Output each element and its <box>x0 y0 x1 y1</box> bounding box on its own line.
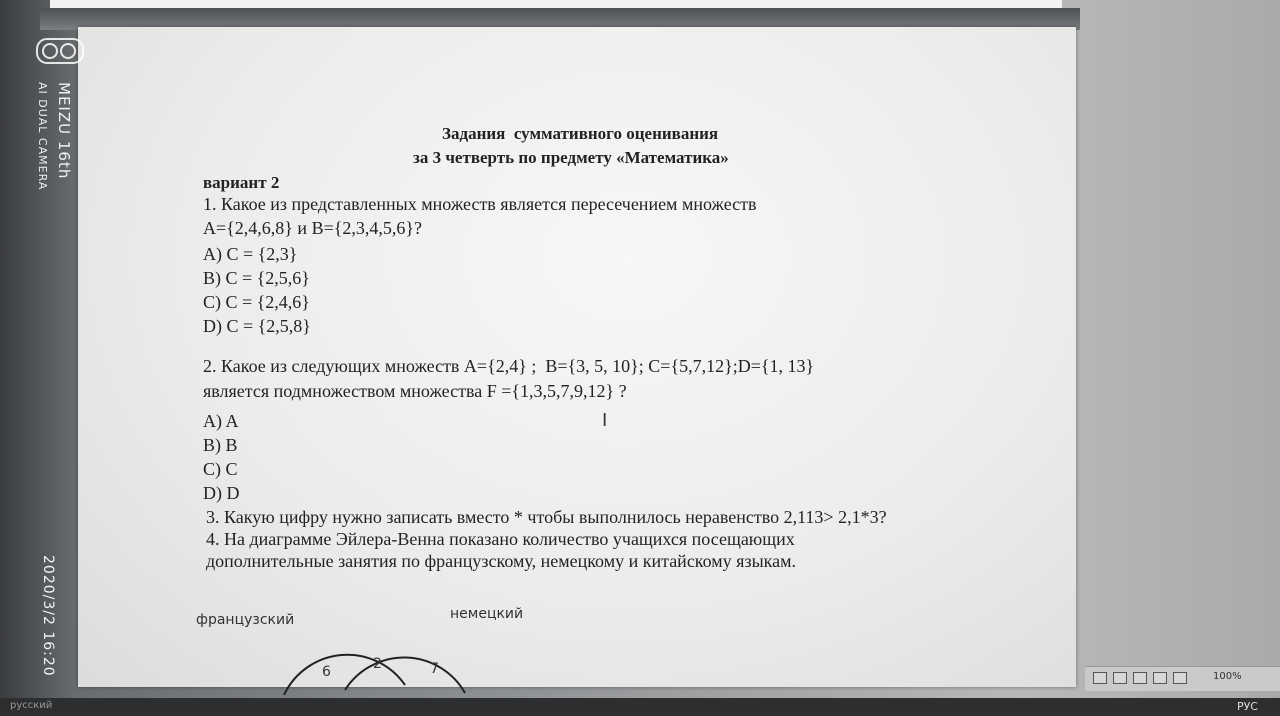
venn-diagram <box>270 615 470 695</box>
taskbar-language-label: русский <box>10 700 53 711</box>
watermark-datetime: 2020/3/2 16:20 <box>40 555 56 677</box>
question-1-sets: А={2,4,6,8} и В={2,3,4,5,6}? <box>203 218 422 238</box>
question-1-text: 1. Какое из представленных множеств является пересечением множеств <box>203 194 757 214</box>
taskbar <box>0 698 1280 716</box>
web-layout-icon[interactable] <box>1133 672 1147 684</box>
print-layout-icon[interactable] <box>1113 672 1127 684</box>
question-2-text: 2. Какое из следующих множеств А={2,4} ; В={3, 5, 10}; С={5,7,12};D={1, 13} <box>203 356 815 376</box>
q2-option-b: B) B <box>203 435 238 455</box>
venn-circle-german <box>345 658 465 693</box>
q2-option-a: A) A <box>203 411 239 431</box>
draft-view-icon[interactable] <box>1173 672 1187 684</box>
question-4-text: 4. На диаграмме Эйлера-Венна показано количество учащихся посещающих <box>206 529 795 549</box>
q2-option-c: C) C <box>203 459 238 479</box>
q1-option-a: A) С = {2,3} <box>203 244 298 264</box>
question-2-text-cont: является подмножеством множества F ={1,3,5,7,9,12} ? <box>203 381 627 401</box>
venn-value-german-only: 7 <box>430 661 439 677</box>
q1-option-c: C) С = {2,4,6} <box>203 292 310 312</box>
language-indicator[interactable]: РУС <box>1236 700 1258 713</box>
word-status-bar <box>1085 666 1280 691</box>
question-3-text: 3. Какую цифру нужно записать вместо * чтобы выполнилось неравенство 2,113> 2,1*3? <box>206 507 887 527</box>
outline-view-icon[interactable] <box>1153 672 1167 684</box>
text-cursor-icon: I <box>602 410 608 431</box>
variant-heading: вариант 2 <box>203 173 280 192</box>
read-mode-icon[interactable] <box>1093 672 1107 684</box>
q1-option-d: D) С = {2,5,8} <box>203 316 311 336</box>
venn-value-french-only: 6 <box>322 664 331 680</box>
document-title-line2: за 3 четверть по предмету «Математика» <box>413 148 729 167</box>
venn-label-german: немецкий <box>450 606 524 622</box>
question-4-text-cont: дополнительные занятия по французскому, немецкому и китайскому языкам. <box>206 551 797 571</box>
watermark-brand: MEIZU 16th <box>55 82 73 180</box>
watermark-subtitle: AI DUAL CAMERA <box>36 82 49 191</box>
camera-logo-icon <box>36 38 84 64</box>
document-title-line1: Задания суммативного оценивания <box>442 124 719 143</box>
q2-option-d: D) D <box>203 483 240 503</box>
venn-label-french: французский <box>196 612 295 628</box>
q1-option-b: B) С = {2,5,6} <box>203 268 310 288</box>
zoom-level[interactable]: 100% <box>1213 671 1242 682</box>
venn-value-both: 2 <box>373 656 382 672</box>
